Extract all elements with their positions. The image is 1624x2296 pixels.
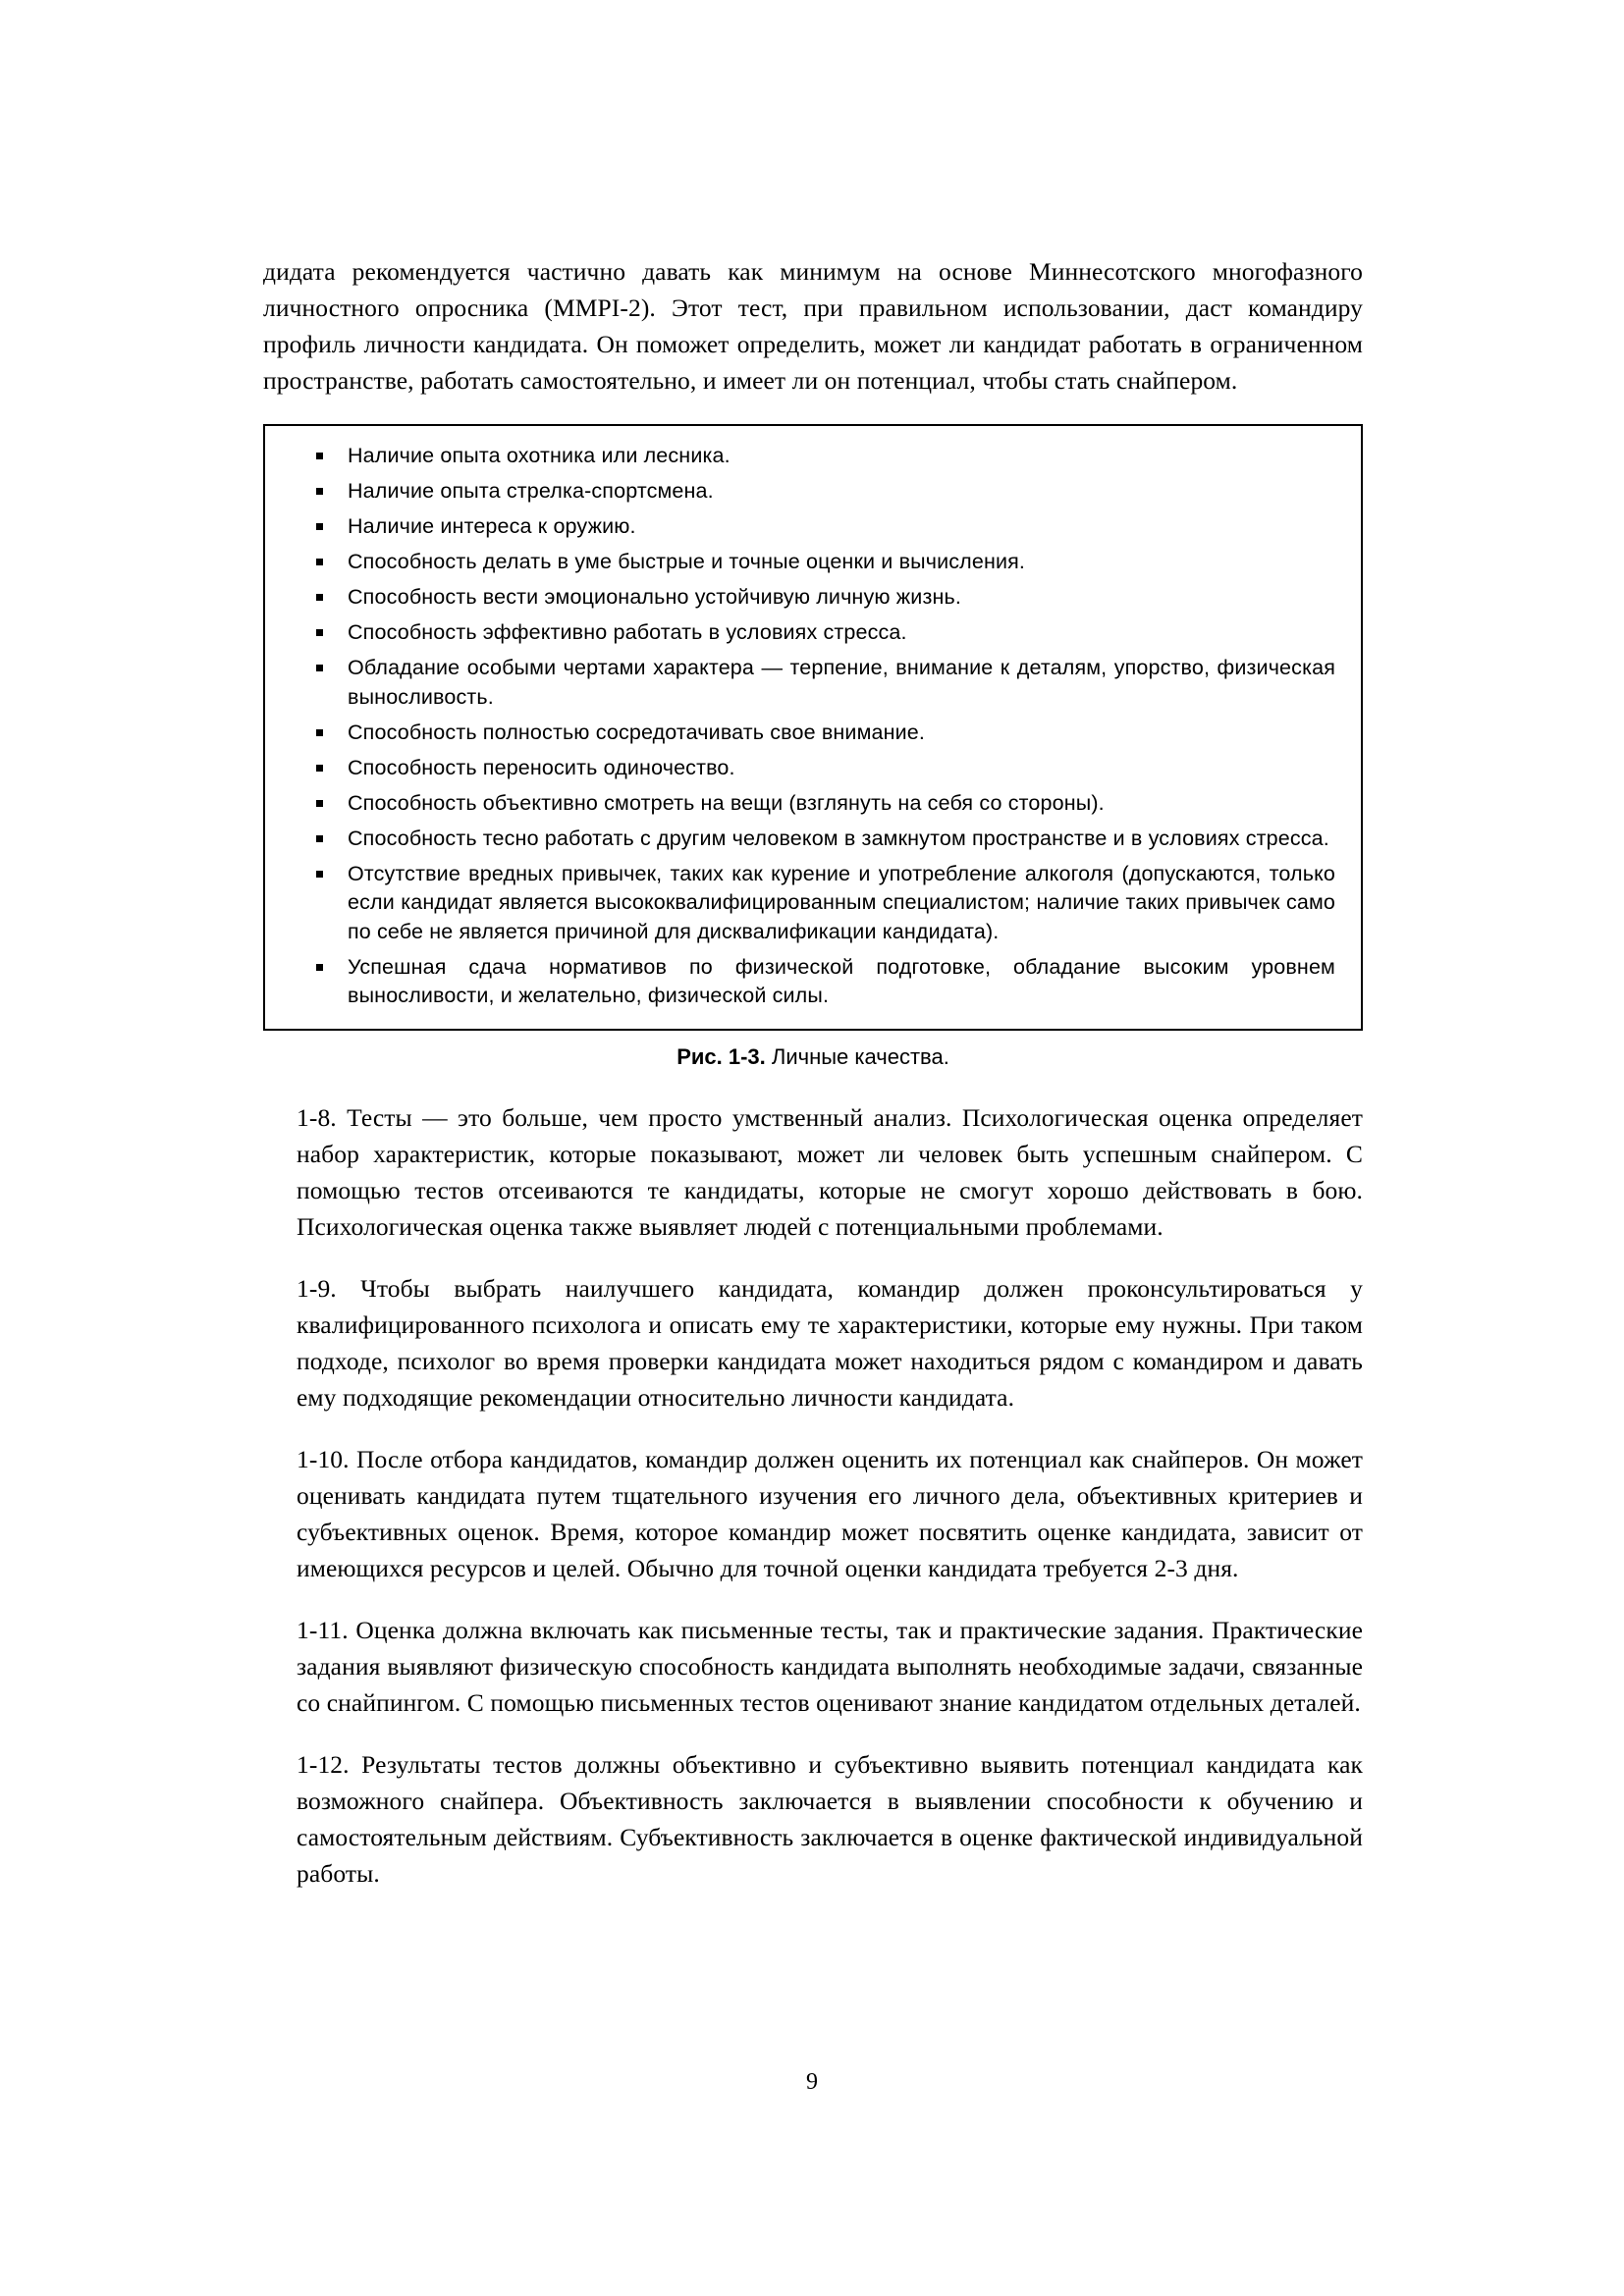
list-item-text: Способность переносить одиночество. [348, 755, 735, 779]
paragraph-1-11: 1-11. Оценка должна включать как письменные тесты, так и практические задания. Практические задания выявляют физическую способность кандидата выполнять необходимые задачи, связанные со снайпингом. С помощью письменных тестов оценивают знание кандидатом отдельных деталей. [297, 1615, 1363, 1717]
bullet-icon [316, 559, 323, 565]
list-item-text: Способность делать в уме быстрые и точные оценки и вычисления. [348, 550, 1026, 573]
list-item-text: Отсутствие вредных привычек, таких как курение и употребление алкоголя (допускаются, только если кандидат является высококвалифицированным специалистом; наличие таких привычек само по себе не является причиной для дисквалификации кандидата). [348, 861, 1335, 943]
list-item [291, 825, 1335, 854]
bullet-icon [316, 871, 323, 878]
list-item-text: Способность эффективно работать в условиях стресса. [348, 620, 907, 644]
bullet-icon [316, 800, 323, 807]
list-item-text: Способность вести эмоционально устойчивую личную жизнь. [348, 585, 961, 609]
list-item-text: Обладание особыми чертами характера — терпение, внимание к деталям, упорство, физическая выносливость. [348, 656, 1335, 709]
paragraph-1-9: 1-9. Чтобы выбрать наилучшего кандидата, командир должен проконсультироваться у квалифицированного психолога и описать ему те характеристики, которые ему нужны. При таком подходе, психолог во время проверки кандидата может находиться рядом с командиром и давать ему подходящие рекомендации относительно личности кандидата. [297, 1273, 1363, 1412]
list-item [291, 754, 1335, 783]
intro-paragraph: дидата рекомендуется частично давать как минимум на основе Миннесотского многофазного личностного опросника (MMPI-2). Этот тест, при правильном использовании, даст командиру профиль личности кандидата. Он поможет определить, может ли кандидат работать в ограниченном пространстве, работать самостоятельно, и имеет ли он потенциал, чтобы стать снайпером. [263, 257, 1363, 395]
paragraph-1-8: 1-8. Тесты — это больше, чем просто умственный анализ. Психологическая оценка определяет набор характеристик, которые показывают, может ли человек быть успешным снайпером. С помощью тестов отсеиваются те кандидаты, которые не смогут хорошо действовать в бою. Психологическая оценка также выявляет людей с потенциальными проблемами. [297, 1102, 1363, 1241]
list-item-text: Успешная сдача нормативов по физической подготовке, обладание высоким уровнем выносливости, и желательно, физической силы. [348, 954, 1335, 1007]
page-content [263, 253, 1363, 1917]
bullet-icon [316, 453, 323, 459]
bullet-icon [316, 964, 323, 971]
bullet-icon [316, 629, 323, 636]
list-item [291, 719, 1335, 748]
figure-caption-text: Личные качества. [771, 1043, 949, 1069]
bullet-icon [316, 594, 323, 601]
list-item-text: Наличие опыта стрелка-спортсмена. [348, 479, 714, 503]
list-item-text: Наличие опыта охотника или лесника. [348, 444, 731, 467]
bullet-icon [316, 765, 323, 772]
personal-qualities-figure [263, 424, 1363, 1031]
list-item-text: Наличие интереса к оружию. [348, 514, 636, 538]
list-item [291, 789, 1335, 819]
bullet-icon [316, 523, 323, 530]
list-item [291, 860, 1335, 947]
list-item [291, 512, 1335, 542]
bullet-icon [316, 488, 323, 495]
figure-caption [263, 1044, 1363, 1070]
list-item-text: Способность тесно работать с другим человеком в замкнутом пространстве и в условиях стресса. [348, 826, 1329, 850]
qualities-list [291, 442, 1335, 1011]
list-item-text: Способность полностью сосредотачивать свое внимание. [348, 720, 926, 744]
list-item [291, 618, 1335, 648]
paragraph-1-10: 1-10. После отбора кандидатов, командир должен оценить их потенциал как снайперов. Он может оценивать кандидата путем тщательного изучения его личного дела, объективных критериев и субъективных оценок. Время, которое командир может посвятить оценке кандидата, зависит от имеющихся ресурсов и целей. Обычно для точной оценки кандидата требуется 2-3 дня. [297, 1444, 1363, 1582]
list-item-text: Способность объективно смотреть на вещи (взглянуть на себя со стороны). [348, 790, 1105, 815]
bullet-icon [316, 729, 323, 736]
figure-caption-label: Рис. 1-3. [677, 1043, 766, 1069]
list-item [291, 442, 1335, 471]
list-item [291, 548, 1335, 577]
bullet-icon [316, 665, 323, 671]
paragraph-1-12: 1-12. Результаты тестов должны объективно и субъективно выявить потенциал кандидата как возможного снайпера. Объективность заключается в выявлении способности к обучению и самостоятельным действиям. Субъективность заключается в оценке фактической индивидуальной работы. [297, 1749, 1363, 1888]
list-item [291, 654, 1335, 712]
list-item [291, 477, 1335, 507]
list-item [291, 953, 1335, 1011]
bullet-icon [316, 835, 323, 842]
page-number: 9 [806, 2069, 818, 2095]
list-item [291, 583, 1335, 613]
